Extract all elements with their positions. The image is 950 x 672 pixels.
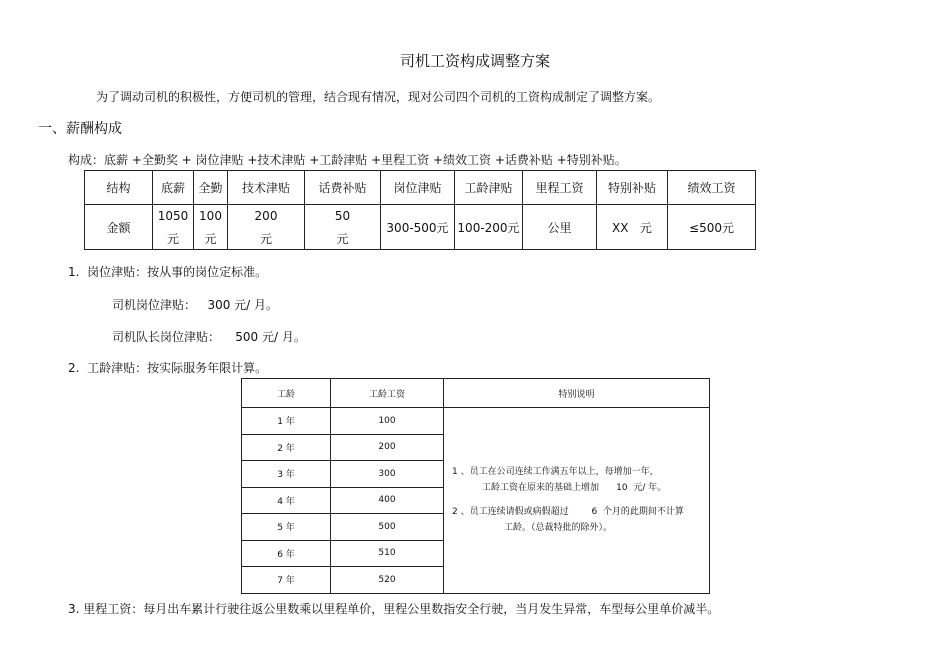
header-cell: 技术津贴 <box>228 171 305 205</box>
table-header-row <box>242 379 710 408</box>
amount-unit: 元 <box>259 232 272 246</box>
years-cell: 4 年 <box>242 487 331 514</box>
wage-cell: 510 <box>331 540 444 567</box>
table-row <box>85 205 756 250</box>
header-cell: 工龄津贴 <box>455 171 523 205</box>
amount-cell <box>228 205 305 250</box>
composition-line: 构成：底薪 +全勤奖 + 岗位津贴 +技术津贴 +工龄津贴 +里程工资 +绩效工资 +话费补贴 +特别补贴。 <box>68 153 627 167</box>
amount-cell: 100-200元 <box>455 205 523 250</box>
amount-cell <box>305 205 381 250</box>
wage-cell: 200 <box>331 434 444 461</box>
point-2-heading: 2. 工龄津贴：按实际服务年限计算。 <box>68 361 268 375</box>
header-cell: 特别补贴 <box>597 171 668 205</box>
note-line: 工龄工资在原来的基础上增加 10 元/ 年。 <box>482 483 667 494</box>
header-cell: 岗位津贴 <box>381 171 455 205</box>
amount-cell: 公里 <box>523 205 597 250</box>
wage-cell: 100 <box>331 408 444 435</box>
captain-position-allowance: 司机队长岗位津贴： 500 元/ 月。 <box>112 330 306 344</box>
intro-paragraph: 为了调动司机的积极性，方便司机的管理，结合现有情况，现对公司四个司机的工资构成制定了调整方案。 <box>96 90 661 104</box>
point-1-heading: 1. 岗位津贴：按从事的岗位定标准。 <box>68 265 268 279</box>
amount-cell <box>153 205 194 250</box>
wage-cell: 520 <box>331 567 444 594</box>
amount-cell: ≤500元 <box>668 205 756 250</box>
amount-unit: 元 <box>336 232 349 246</box>
wage-cell: 500 <box>331 514 444 541</box>
driver-position-allowance: 司机岗位津贴： 300 元/ 月。 <box>112 298 279 312</box>
wage-cell: 300 <box>331 461 444 488</box>
header-cell: 绩效工资 <box>668 171 756 205</box>
point-3-heading: 3. 里程工资：每月出车累计行驶往返公里数乘以里程单价，里程公里数指安全行驶，当月发生异常，车型每公里单价减半。 <box>68 602 720 616</box>
note-line: 1 、员工在公司连续工作满五年以上，每增加一年， <box>452 467 659 478</box>
years-cell: 7 年 <box>242 567 331 594</box>
header-cell: 工龄 <box>242 379 331 408</box>
header-cell: 工龄工资 <box>331 379 444 408</box>
years-cell: 1 年 <box>242 408 331 435</box>
years-cell: 3 年 <box>242 461 331 488</box>
amount-cell <box>194 205 228 250</box>
amount-unit: 元 <box>166 232 179 246</box>
note-line: 2 、员工连续请假或病假超过 6 个月的此期间不计算 <box>452 507 684 518</box>
years-cell: 2 年 <box>242 434 331 461</box>
special-note-cell <box>444 408 710 594</box>
amount-unit: 元 <box>204 232 217 246</box>
years-cell: 5 年 <box>242 514 331 541</box>
table-header-row <box>85 171 756 205</box>
amount-cell: 300-500元 <box>381 205 455 250</box>
table-row <box>242 408 710 435</box>
salary-structure-table <box>84 170 756 250</box>
row-label-cell: 金额 <box>85 205 153 250</box>
document-title: 司机工资构成调整方案 <box>399 52 550 70</box>
header-cell: 全勤 <box>194 171 228 205</box>
header-cell: 底薪 <box>153 171 194 205</box>
amount-value: 200 <box>254 209 278 223</box>
note-line: 工龄。（总裁特批的除外）。 <box>504 523 613 534</box>
years-cell: 6 年 <box>242 540 331 567</box>
amount-value: 1050 <box>157 209 189 223</box>
amount-cell: XX 元 <box>597 205 668 250</box>
amount-value: 100 <box>199 209 222 223</box>
header-cell: 结构 <box>85 171 153 205</box>
header-cell: 特别说明 <box>444 379 710 408</box>
wage-cell: 400 <box>331 487 444 514</box>
seniority-wage-table <box>241 378 710 594</box>
header-cell: 话费补贴 <box>305 171 381 205</box>
amount-value: 50 <box>334 209 351 223</box>
section-heading-compensation: 一、薪酬构成 <box>38 121 122 137</box>
header-cell: 里程工资 <box>523 171 597 205</box>
